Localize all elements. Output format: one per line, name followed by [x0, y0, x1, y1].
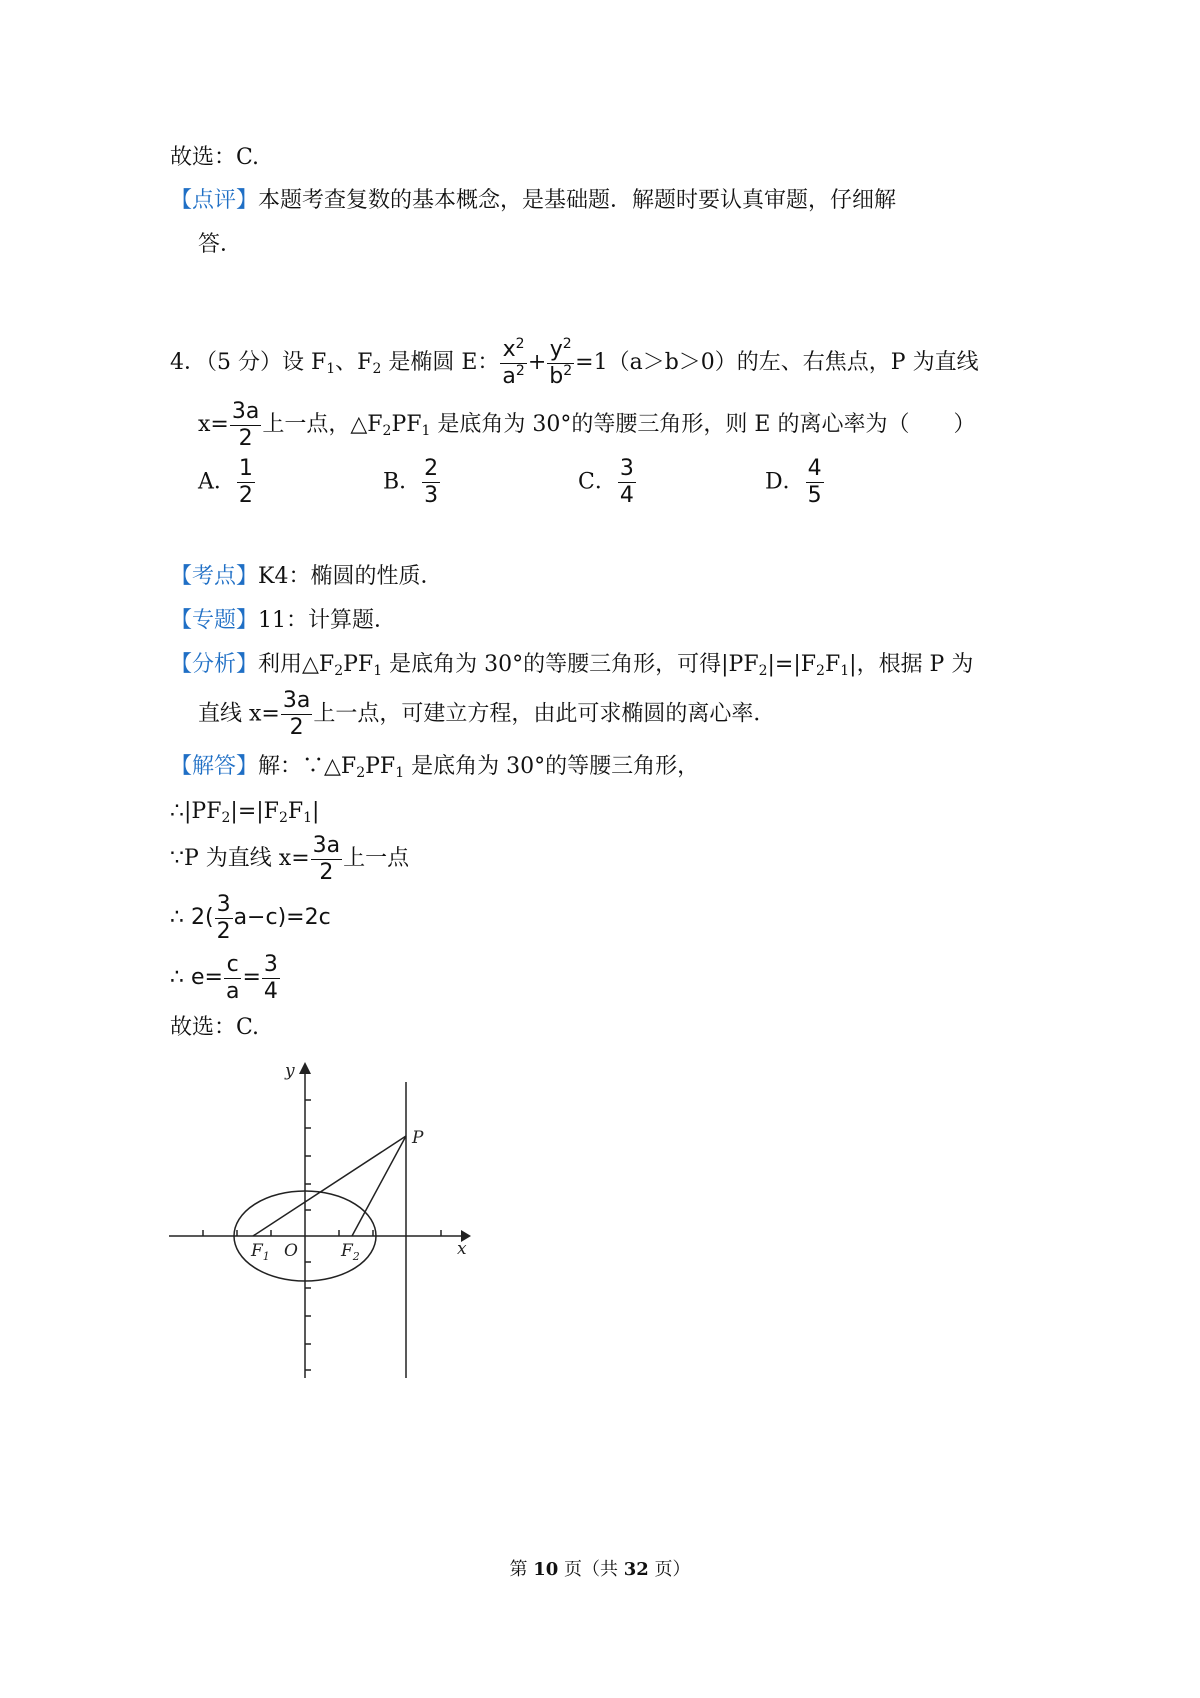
num: 3a: [282, 688, 311, 713]
fraction-3-2: [215, 891, 233, 944]
sub: 1: [303, 810, 313, 826]
num: 3: [263, 951, 278, 977]
text: |: [312, 799, 320, 824]
den: 4: [619, 483, 634, 508]
text: x=: [198, 412, 229, 437]
num: 3: [216, 891, 231, 917]
den: a: [225, 978, 240, 1004]
option-fraction: [422, 458, 440, 507]
f2-sub: 2: [352, 1250, 360, 1263]
sub: 1: [326, 361, 336, 377]
text: K4：椭圆的性质．: [258, 564, 443, 589]
sub: 2: [758, 663, 768, 679]
sub: 2: [382, 423, 392, 439]
num: 3: [619, 456, 634, 481]
plus: +: [527, 350, 547, 375]
text: PF: [365, 754, 396, 779]
origin-label: O: [284, 1241, 298, 1261]
text: 上一点，可建立方程，由此可求椭圆的离心率．: [313, 701, 776, 727]
jieda-step4: [170, 953, 281, 1003]
text: PF: [343, 652, 374, 677]
sup: 2: [515, 362, 525, 379]
y-axis-arrow: [299, 1062, 311, 1074]
jieda-step2: [170, 834, 409, 884]
f2-label: [340, 1241, 360, 1263]
text: |，根据 P 为: [849, 652, 974, 677]
num: 2: [424, 456, 439, 481]
text: =: [242, 965, 261, 990]
sub: 2: [221, 810, 231, 826]
text: F: [824, 652, 841, 677]
jieda-step1: [170, 797, 319, 827]
question-line2: [198, 400, 975, 450]
text: |=|F: [767, 652, 817, 677]
option-label: C．: [578, 469, 617, 495]
option-d[interactable]: [765, 458, 825, 507]
segment-f2-p: [352, 1136, 406, 1236]
prev-comment-line1: [170, 186, 896, 216]
den: 2: [289, 715, 304, 740]
num: x: [502, 336, 516, 362]
segment-f1-p: [253, 1136, 406, 1236]
page-footer: [0, 1555, 1200, 1581]
text: =1（a＞b＞0）的左、右焦点，P 为直线: [575, 350, 979, 375]
text: PF: [391, 412, 422, 437]
f1-sub: 1: [262, 1250, 270, 1263]
sup: 2: [563, 362, 573, 379]
sub: 2: [816, 663, 825, 679]
text: 是底角为 30°的等腰三角形，: [404, 754, 700, 779]
option-fraction: [618, 458, 636, 507]
den: 2: [238, 425, 253, 451]
text: a−c)=2c: [233, 905, 331, 930]
y-axis-label: y: [285, 1061, 295, 1081]
question-line1: [170, 334, 979, 392]
total-pages: 32: [623, 1559, 649, 1580]
option-fraction: [237, 458, 255, 507]
num: 3a: [231, 398, 260, 424]
num: 1: [238, 456, 253, 481]
footer-text: 页（共: [558, 1559, 624, 1580]
fraction-c-a: [224, 951, 241, 1004]
sub: 2: [372, 361, 382, 377]
text: 上一点，△F: [262, 412, 383, 437]
text: 直线 x=: [198, 701, 280, 727]
num: y: [549, 336, 563, 362]
page-number: 10: [533, 1559, 559, 1580]
tag: 【解答】: [170, 754, 259, 779]
fraction-3a-2: [311, 832, 342, 885]
fraction-3a-2: [281, 690, 312, 739]
text: ∴|PF: [170, 799, 222, 824]
prev-answer: 故选：C.: [170, 145, 260, 170]
text: F: [287, 799, 304, 824]
question-number: 4．（5 分）设 F: [170, 350, 327, 375]
sup: 2: [515, 335, 525, 352]
fenxi-line1: [170, 650, 973, 680]
jieda-answer: 故选：C.: [170, 1015, 260, 1040]
tag: 【考点】: [170, 564, 259, 589]
sup: 2: [562, 335, 572, 352]
text: 11：计算题．: [258, 608, 397, 633]
text: 上一点: [343, 846, 410, 871]
f1-label: [250, 1241, 270, 1263]
den: a: [502, 363, 516, 389]
text: |=|F: [230, 799, 279, 824]
option-b[interactable]: [383, 458, 441, 507]
comment-text-1: 本题考查复数的基本概念，是基础题．解题时要认真审题，仔细解: [258, 188, 897, 213]
den: 5: [807, 483, 822, 508]
footer-text: 第: [509, 1559, 534, 1580]
den: 3: [424, 483, 439, 508]
fraction-3-4: [262, 951, 280, 1004]
den: 2: [216, 918, 231, 944]
prev-comment-line2: 答．: [198, 232, 243, 257]
zhuanti: [170, 606, 396, 636]
den: 2: [238, 483, 253, 508]
jieda-step3: [170, 893, 331, 943]
text: 解：∵△F: [258, 754, 357, 779]
den: 4: [263, 978, 278, 1004]
option-label: B．: [383, 469, 422, 495]
option-label: D．: [765, 469, 805, 495]
sub: 1: [373, 663, 383, 679]
text: 是底角为 30°的等腰三角形，可得|PF: [382, 652, 759, 677]
sub: 2: [334, 663, 344, 679]
f2-letter: F: [341, 1241, 353, 1261]
tag: 【分析】: [170, 652, 259, 677]
option-a[interactable]: [198, 458, 256, 507]
comment-tag: 【点评】: [170, 188, 259, 213]
sub: 2: [356, 765, 366, 781]
fraction-x2-a2: [500, 335, 526, 389]
text: ∴ e=: [170, 965, 223, 990]
ellipse-figure: [165, 1060, 485, 1390]
sub: 1: [840, 663, 850, 679]
num: 4: [807, 456, 822, 481]
option-label: A．: [198, 469, 236, 495]
kaodian: [170, 562, 442, 592]
text: 、F: [335, 350, 373, 375]
tag: 【专题】: [170, 608, 259, 633]
text: 是椭圆 E：: [381, 350, 500, 375]
num: 3a: [312, 832, 341, 858]
text: 利用△F: [258, 652, 335, 677]
sub: 2: [278, 810, 288, 826]
option-c[interactable]: [578, 458, 637, 507]
den: 2: [319, 859, 334, 885]
point-p-label: P: [412, 1128, 424, 1148]
fenxi-line2: [198, 690, 775, 739]
f1-letter: F: [251, 1241, 263, 1261]
text: ∵P 为直线 x=: [170, 846, 310, 871]
fraction-y2-b2: [547, 335, 574, 389]
sub: 1: [395, 765, 405, 781]
x-axis-label: x: [457, 1239, 467, 1259]
option-fraction: [806, 458, 824, 507]
text: ∴ 2(: [170, 905, 214, 930]
footer-text: 页）: [648, 1559, 691, 1580]
sub: 1: [421, 423, 431, 439]
y-ticks: [305, 1100, 311, 1370]
den: b: [549, 363, 564, 389]
jieda-line1: [170, 752, 699, 782]
num: c: [224, 954, 241, 979]
fraction-3a-2: [230, 398, 261, 451]
text: 是底角为 30°的等腰三角形，则 E 的离心率为（ ）: [430, 412, 976, 437]
